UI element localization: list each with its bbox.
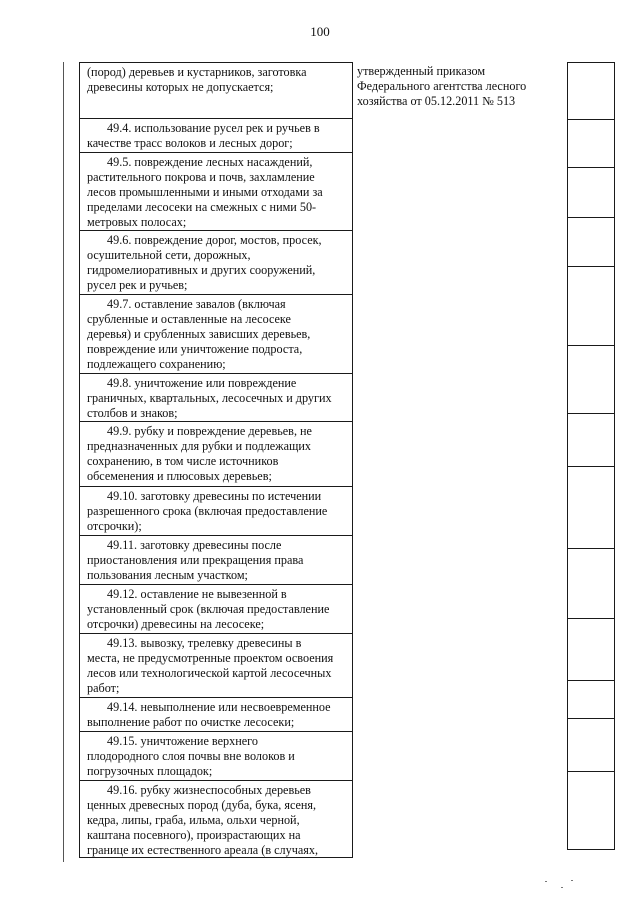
violation-item (79, 119, 353, 153)
marks-row-divider (568, 466, 614, 467)
item-text-line: плодородного слоя почвы вне волоков и (87, 749, 295, 763)
item-text-line: сохранению, в том числе источников (87, 454, 279, 468)
marks-row-divider (568, 771, 614, 772)
marks-row-divider (568, 680, 614, 681)
item-text-line: русел рек и ручьев; (87, 278, 188, 292)
violation-item (79, 536, 353, 585)
violation-item (79, 231, 353, 295)
item-text-line: 49.7. оставление завалов (включая (107, 297, 286, 311)
violations-column (79, 62, 353, 858)
item-text-line: каштана посевного), произрастающих на (87, 828, 301, 842)
item-text-line: кедра, липы, граба, ильма, ольхи черной, (87, 813, 300, 827)
scan-speck (545, 881, 547, 882)
marks-row-divider (568, 618, 614, 619)
item-text-line: приостановления или прекращения права (87, 553, 304, 567)
violation-item (79, 732, 353, 781)
violation-item (79, 781, 353, 858)
marks-row-divider (568, 548, 614, 549)
item-text-line: 49.8. уничтожение или повреждение (107, 376, 297, 390)
reference-text-line: утвержденный приказом (357, 64, 486, 78)
item-text-line: деревья) и срубленных зависших деревьев, (87, 327, 311, 341)
violation-item (79, 295, 353, 374)
item-text-line: 49.11. заготовку древесины после (107, 538, 282, 552)
item-text-line: 49.9. рубку и повреждение деревьев, не (107, 424, 312, 438)
marks-row-divider (568, 167, 614, 168)
page-number: 100 (310, 24, 330, 39)
item-text-line: выполнение работ по очистке лесосеки; (87, 715, 295, 729)
item-text-line: древесины которых не допускается; (87, 80, 274, 94)
item-text-line: метровых полосах; (87, 215, 187, 229)
item-text-line: обсеменения и плюсовых деревьев; (87, 469, 272, 483)
violation-item (79, 634, 353, 698)
item-text-line: 49.4. использование русел рек и ручьев в (107, 121, 320, 135)
item-text-line: граничных, квартальных, лесосечных и других (87, 391, 332, 405)
item-text-line: повреждение или уничтожение подроста, (87, 342, 303, 356)
violation-item (79, 585, 353, 634)
item-text-line: 49.13. вывозку, трелевку древесины в (107, 636, 302, 650)
scan-speck (561, 887, 563, 888)
item-text-line: установленный срок (включая предоставление (87, 602, 330, 616)
item-text-line: лесов промышленными и иными отходами за (87, 185, 323, 199)
margin-rule (63, 62, 64, 862)
violation-item (79, 62, 353, 119)
marks-row-divider (568, 345, 614, 346)
violation-item (79, 698, 353, 732)
item-text-line: осушительной сети, дорожных, (87, 248, 251, 262)
item-text-line: 49.5. повреждение лесных насаждений, (107, 155, 313, 169)
item-text-line: столбов и знаков; (87, 406, 178, 420)
item-text-line: (пород) деревьев и кустарников, заготовка (87, 65, 307, 79)
item-text-line: ценных древесных пород (дуба, бука, ясеня, (87, 798, 317, 812)
violation-item (79, 374, 353, 422)
marks-column (567, 62, 615, 850)
item-text-line: подлежащего сохранению; (87, 357, 226, 371)
item-text-line: качестве трасс волоков и лесных дорог; (87, 136, 293, 150)
item-text-line: 49.10. заготовку древесины по истечении (107, 489, 322, 503)
marks-row-divider (568, 718, 614, 719)
item-text-line: 49.15. уничтожение верхнего (107, 734, 258, 748)
item-text-line: растительного покрова и почв, захламление (87, 170, 315, 184)
item-text-line: границе их естественного ареала (в случаях, (87, 843, 318, 857)
item-text-line: 49.6. повреждение дорог, мостов, просек, (107, 233, 322, 247)
item-text-line: пользования лесным участком; (87, 568, 248, 582)
item-text-line: 49.16. рубку жизнеспособных деревьев (107, 783, 311, 797)
reference-text-line: Федерального агентства лесного (357, 79, 527, 93)
reference-column (355, 62, 557, 109)
marks-row-divider (568, 217, 614, 218)
violation-item (79, 487, 353, 536)
item-text-line: погрузочных площадок; (87, 764, 213, 778)
item-text-line: 49.14. невыполнение или несвоевременное (107, 700, 331, 714)
marks-row-divider (568, 413, 614, 414)
item-text-line: 49.12. оставление не вывезенной в (107, 587, 287, 601)
item-text-line: отсрочки) древесины на лесосеке; (87, 617, 265, 631)
item-text-line: предназначенных для рубки и подлежащих (87, 439, 312, 453)
violation-item (79, 422, 353, 487)
item-text-line: пределами лесосеки на смежных с ними 50- (87, 200, 317, 214)
scan-speck (571, 880, 573, 881)
item-text-line: отсрочки); (87, 519, 142, 533)
reference-text-line: хозяйства от 05.12.2011 № 513 (357, 94, 516, 108)
item-text-line: срубленные и оставленные на лесосеке (87, 312, 291, 326)
item-text-line: места, не предусмотренные проектом освоения (87, 651, 334, 665)
violation-item (79, 153, 353, 231)
marks-row-divider (568, 119, 614, 120)
item-text-line: лесов или технологической картой лесосечных (87, 666, 332, 680)
marks-row-divider (568, 266, 614, 267)
item-text-line: гидромелиоративных и других сооружений, (87, 263, 316, 277)
item-text-line: работ; (87, 681, 120, 695)
item-text-line: разрешенного срока (включая предоставление (87, 504, 328, 518)
